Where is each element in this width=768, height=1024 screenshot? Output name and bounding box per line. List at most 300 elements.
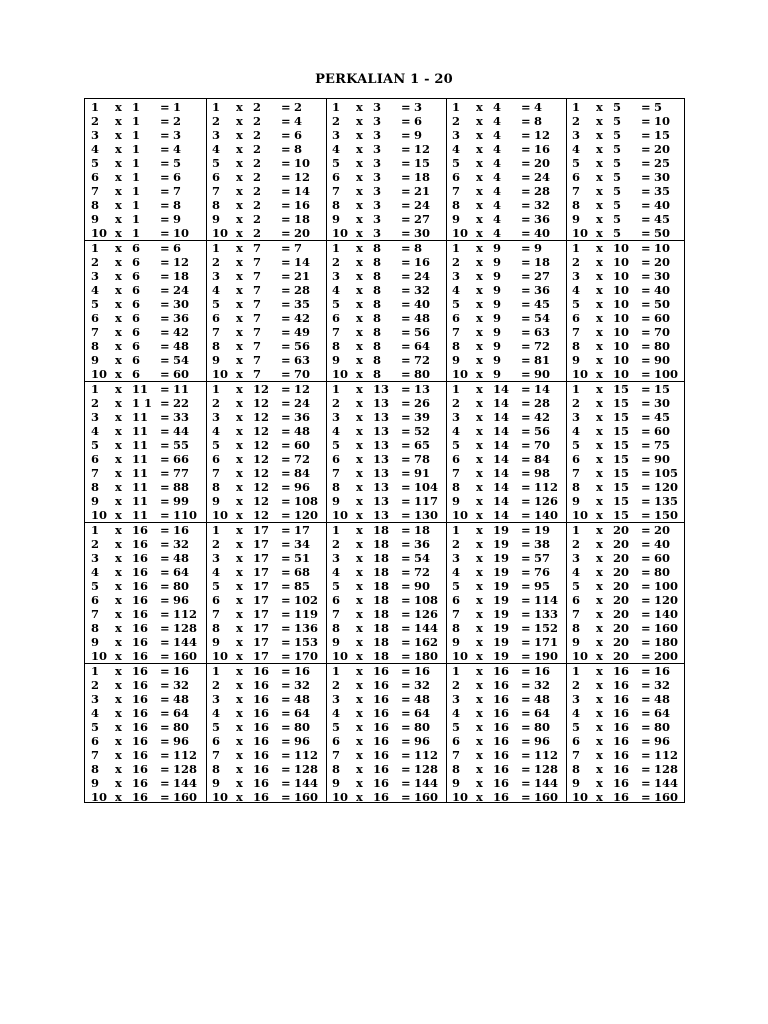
product: 91 [414,466,431,480]
equals-sign: = [281,142,291,156]
multiplier: 16 [132,762,149,776]
multiplicand: 5 [572,720,581,734]
product: 160 [534,790,559,804]
product: 48 [534,692,551,706]
multiplicand: 4 [332,283,341,297]
equals-sign: = [641,452,651,466]
times-sign: x [476,607,483,621]
multiplicand: 10 [572,367,589,381]
table-row [206,156,326,170]
equals-sign: = [641,241,651,255]
times-sign: x [596,523,603,537]
times-sign: x [236,508,243,522]
multiplicand: 2 [91,396,100,410]
times-sign: x [236,734,243,748]
multiplicand: 5 [452,156,461,170]
times-sign: x [596,241,603,255]
equals-sign: = [281,762,291,776]
multiplicand: 2 [572,255,581,269]
product: 28 [534,184,551,198]
multiplier: 4 [493,226,502,240]
table-row [206,283,326,297]
product: 32 [173,537,190,551]
equals-sign: = [521,762,531,776]
multiplier: 5 [613,198,622,212]
multiplicand: 3 [452,692,461,706]
table-row [566,283,686,297]
times-sign: x [596,311,603,325]
times-sign: x [476,720,483,734]
multiplicand: 5 [572,297,581,311]
times-sign: x [356,156,363,170]
multiplicand: 4 [212,424,221,438]
multiplicand: 8 [212,198,221,212]
times-sign: x [236,311,243,325]
equals-sign: = [160,678,170,692]
times-sign: x [476,748,483,762]
equals-sign: = [641,198,651,212]
multiplier: 6 [132,311,141,325]
table-row [326,339,446,353]
multiplication-block [566,663,686,804]
multiplicand: 6 [572,734,581,748]
multiplier: 10 [613,269,630,283]
multiplier: 11 [132,424,149,438]
multiplicand: 2 [572,396,581,410]
multiplicand: 9 [212,494,221,508]
table-row [566,170,686,184]
table-row [206,255,326,269]
table-row [566,452,686,466]
multiplicand: 2 [332,255,341,269]
times-sign: x [476,664,483,678]
product: 20 [654,523,671,537]
times-sign: x [236,156,243,170]
table-row [206,734,326,748]
times-sign: x [115,142,122,156]
table-row [206,706,326,720]
multiplier: 5 [613,128,622,142]
multiplier: 8 [373,283,382,297]
multiplicand: 4 [212,142,221,156]
multiplier: 16 [253,748,270,762]
times-sign: x [596,114,603,128]
product: 18 [414,523,431,537]
times-sign: x [236,396,243,410]
table-row [85,607,206,621]
table-row [206,508,326,522]
multiplicand: 9 [572,776,581,790]
multiplier: 8 [373,297,382,311]
equals-sign: = [160,790,170,804]
times-sign: x [115,311,122,325]
multiplicand: 3 [572,128,581,142]
product: 56 [414,325,431,339]
times-sign: x [115,649,122,663]
times-sign: x [115,635,122,649]
equals-sign: = [281,396,291,410]
equals-sign: = [281,452,291,466]
multiplicand: 7 [332,607,341,621]
times-sign: x [476,649,483,663]
multiplicand: 8 [332,339,341,353]
multiplier: 4 [493,142,502,156]
times-sign: x [115,100,122,114]
times-sign: x [356,593,363,607]
times-sign: x [115,720,122,734]
multiplicand: 7 [91,748,100,762]
multiplier: 7 [253,283,262,297]
times-sign: x [476,184,483,198]
table-row [446,734,566,748]
product: 12 [294,170,311,184]
table-row [326,692,446,706]
product: 40 [654,537,671,551]
equals-sign: = [160,311,170,325]
equals-sign: = [641,649,651,663]
equals-sign: = [401,607,411,621]
multiplicand: 6 [332,311,341,325]
multiplier: 16 [493,706,510,720]
equals-sign: = [160,410,170,424]
table-row [446,635,566,649]
multiplicand: 4 [452,706,461,720]
times-sign: x [115,678,122,692]
table-row [326,635,446,649]
product: 30 [654,396,671,410]
product: 2 [173,114,182,128]
table-row [326,311,446,325]
product: 75 [654,438,671,452]
table-row [446,198,566,212]
multiplier: 14 [493,494,510,508]
product: 90 [534,367,551,381]
multiplicand: 1 [91,100,100,114]
multiplier: 16 [132,664,149,678]
table-row [326,353,446,367]
multiplier: 20 [613,523,630,537]
multiplicand: 2 [452,678,461,692]
times-sign: x [115,565,122,579]
multiplier: 16 [132,649,149,663]
equals-sign: = [641,762,651,776]
times-sign: x [236,367,243,381]
times-sign: x [476,198,483,212]
times-sign: x [356,241,363,255]
table-row [326,734,446,748]
multiplicand: 2 [332,537,341,551]
table-row [85,114,206,128]
times-sign: x [115,734,122,748]
multiplier: 13 [373,396,390,410]
table-row [446,297,566,311]
multiplier: 16 [373,692,390,706]
product: 54 [414,551,431,565]
product: 70 [654,325,671,339]
product: 64 [173,706,190,720]
product: 18 [534,255,551,269]
times-sign: x [596,452,603,466]
multiplicand: 6 [452,170,461,184]
equals-sign: = [521,692,531,706]
table-row [446,367,566,381]
table-row [85,776,206,790]
multiplier: 1 [132,170,141,184]
table-row [566,720,686,734]
product: 36 [414,537,431,551]
times-sign: x [236,353,243,367]
product: 1 [173,100,182,114]
multiplicand: 7 [91,466,100,480]
equals-sign: = [521,283,531,297]
table-row [85,382,206,396]
multiplicand: 7 [572,184,581,198]
product: 20 [654,142,671,156]
times-sign: x [115,353,122,367]
product: 60 [173,367,190,381]
multiplier: 16 [253,762,270,776]
product: 24 [414,198,431,212]
table-row [206,762,326,776]
multiplicand: 10 [452,649,469,663]
multiplier: 11 [132,410,149,424]
equals-sign: = [401,100,411,114]
multiplicand: 8 [572,762,581,776]
product: 50 [654,297,671,311]
equals-sign: = [281,241,291,255]
times-sign: x [236,692,243,706]
equals-sign: = [160,255,170,269]
equals-sign: = [160,198,170,212]
multiplicand: 8 [91,339,100,353]
multiplier: 4 [493,184,502,198]
product: 160 [294,790,319,804]
multiplier: 17 [253,593,270,607]
times-sign: x [356,100,363,114]
equals-sign: = [281,410,291,424]
product: 96 [294,480,311,494]
equals-sign: = [521,720,531,734]
multiplicand: 2 [91,678,100,692]
multiplicand: 5 [91,720,100,734]
multiplicand: 2 [212,678,221,692]
times-sign: x [476,311,483,325]
times-sign: x [476,241,483,255]
table-row [566,678,686,692]
multiplier: 2 [253,226,262,240]
times-sign: x [356,607,363,621]
times-sign: x [356,551,363,565]
equals-sign: = [641,720,651,734]
times-sign: x [596,692,603,706]
product: 16 [414,664,431,678]
table-row [85,198,206,212]
multiplier: 14 [493,424,510,438]
multiplier: 7 [253,311,262,325]
multiplier: 17 [253,523,270,537]
product: 88 [173,480,190,494]
times-sign: x [115,494,122,508]
equals-sign: = [641,621,651,635]
times-sign: x [356,537,363,551]
product: 96 [173,734,190,748]
multiplicand: 6 [332,452,341,466]
table-row [85,748,206,762]
table-row [85,226,206,240]
multiplicand: 1 [572,382,581,396]
table-row [446,283,566,297]
equals-sign: = [281,424,291,438]
equals-sign: = [641,424,651,438]
table-row [85,339,206,353]
multiplicand: 5 [452,579,461,593]
multiplicand: 4 [572,706,581,720]
product: 30 [173,297,190,311]
multiplier: 6 [132,269,141,283]
times-sign: x [236,523,243,537]
multiplicand: 2 [212,114,221,128]
table-row [85,720,206,734]
table-row [85,649,206,663]
product: 30 [654,269,671,283]
multiplication-block [446,381,566,522]
product: 72 [534,339,551,353]
product: 144 [534,776,559,790]
times-sign: x [356,382,363,396]
equals-sign: = [521,734,531,748]
table-row [206,635,326,649]
multiplicand: 6 [91,311,100,325]
multiplicand: 1 [332,523,341,537]
times-sign: x [115,452,122,466]
table-row [446,114,566,128]
times-sign: x [236,466,243,480]
equals-sign: = [401,720,411,734]
product: 36 [173,311,190,325]
equals-sign: = [401,255,411,269]
table-row [206,720,326,734]
times-sign: x [476,621,483,635]
multiplicand: 3 [212,692,221,706]
multiplier: 13 [373,410,390,424]
table-row [326,776,446,790]
product: 63 [534,325,551,339]
multiplicand: 6 [91,593,100,607]
table-row [206,297,326,311]
table-row [566,184,686,198]
equals-sign: = [281,635,291,649]
times-sign: x [115,593,122,607]
product: 34 [294,537,311,551]
product: 56 [534,424,551,438]
times-sign: x [115,776,122,790]
multiplicand: 2 [212,255,221,269]
multiplicand: 10 [91,367,108,381]
multiplication-block [326,522,446,663]
product: 160 [654,621,679,635]
equals-sign: = [281,466,291,480]
table-row [326,649,446,663]
multiplicand: 6 [91,452,100,466]
equals-sign: = [521,297,531,311]
times-sign: x [115,537,122,551]
table-row [566,325,686,339]
equals-sign: = [641,382,651,396]
multiplicand: 5 [212,720,221,734]
times-sign: x [236,579,243,593]
table-row [85,184,206,198]
multiplier: 15 [613,466,630,480]
equals-sign: = [641,776,651,790]
times-sign: x [596,593,603,607]
times-sign: x [596,100,603,114]
multiplier: 18 [373,523,390,537]
times-sign: x [236,565,243,579]
multiplier: 16 [493,762,510,776]
table-row [326,100,446,114]
times-sign: x [356,579,363,593]
times-sign: x [236,184,243,198]
equals-sign: = [521,579,531,593]
equals-sign: = [160,480,170,494]
equals-sign: = [521,748,531,762]
equals-sign: = [521,100,531,114]
multiplicand: 3 [332,692,341,706]
product: 40 [654,198,671,212]
product: 19 [534,523,551,537]
multiplier: 9 [493,283,502,297]
table-row [85,579,206,593]
equals-sign: = [160,297,170,311]
multiplicand: 1 [212,382,221,396]
multiplicand: 6 [91,170,100,184]
table-row [446,100,566,114]
multiplicand: 2 [91,255,100,269]
multiplicand: 8 [212,339,221,353]
table-row [446,241,566,255]
product: 10 [654,114,671,128]
product: 80 [654,565,671,579]
multiplier: 11 [132,466,149,480]
multiplier: 16 [493,776,510,790]
times-sign: x [596,142,603,156]
multiplier: 16 [132,706,149,720]
multiplier: 13 [373,508,390,522]
multiplier: 7 [253,241,262,255]
multiplicand: 3 [332,128,341,142]
product: 15 [654,128,671,142]
equals-sign: = [281,283,291,297]
equals-sign: = [160,649,170,663]
multiplication-block [206,381,326,522]
equals-sign: = [160,508,170,522]
table-row [446,255,566,269]
multiplier: 9 [493,269,502,283]
product: 190 [534,649,559,663]
table-row [326,706,446,720]
multiplication-block [85,99,206,240]
times-sign: x [476,790,483,804]
table-row [85,128,206,142]
times-sign: x [596,621,603,635]
times-sign: x [596,776,603,790]
times-sign: x [596,325,603,339]
multiplier: 16 [132,551,149,565]
multiplier: 16 [493,692,510,706]
multiplier: 7 [253,339,262,353]
times-sign: x [236,494,243,508]
product: 4 [294,114,303,128]
